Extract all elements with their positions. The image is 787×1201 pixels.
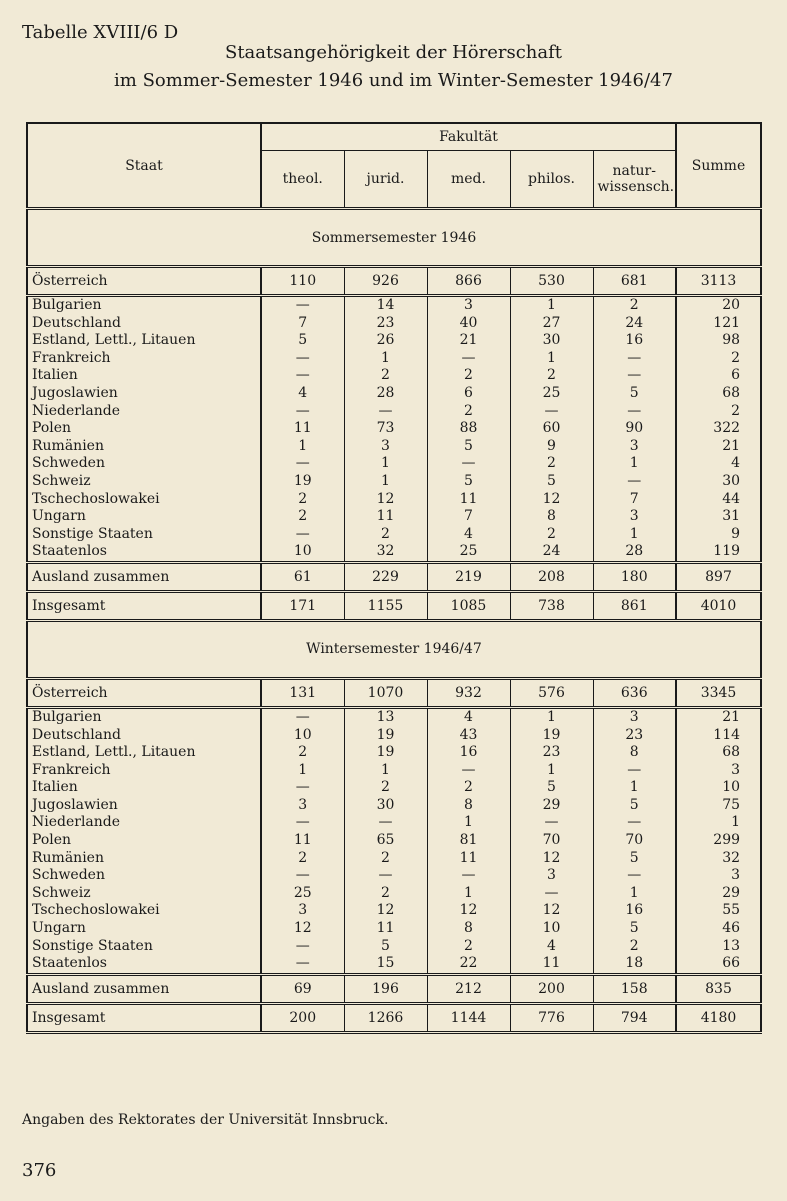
winter-abroad-row-label: Ausland zusammen [27,974,261,1003]
table-cell: 2 [629,297,639,313]
table-cell: 1 [381,761,390,778]
summer-abroad-row-cell: 180 [593,562,676,591]
table-cell: 46 [722,920,741,937]
summer-austria-row-cell: 681 [593,267,676,296]
table-cell: 1 [298,437,308,454]
header-philos: philos. [510,151,593,209]
table-cell: 2 [464,937,473,954]
table-title: Staatsangehörigkeit der Hörerschaft [224,42,563,63]
country-name: Sonstige Staaten [32,525,153,542]
winter-abroad-row-cell: 158 [593,974,676,1003]
winter-total-row-cell: 1266 [344,1003,427,1032]
table-cell: 23 [625,726,644,743]
table-cell: 1 [629,884,639,901]
table-cell: 5 [298,332,308,349]
summer-column-0 [261,296,344,563]
header-naturwiss-line1: natur- [612,163,656,179]
winter-column-4 [593,707,676,974]
table-cell: 9 [731,525,741,542]
table-cell: — [295,402,310,419]
table-cell: 1 [547,708,556,725]
table-cell: 5 [464,437,473,454]
table-cell: — [627,349,642,366]
table-cell: 5 [547,779,556,796]
winter-column-0 [261,707,344,974]
country-name: Deutschland [32,726,121,743]
table-cell: 1 [547,349,556,366]
summer-abroad-row-cell: 219 [427,562,510,591]
table-cell: 10 [293,726,312,743]
statistics-table [26,122,762,1034]
winter-total-row-cell: 1144 [427,1003,510,1032]
header-summe: Summe [676,123,761,209]
table-cell: 299 [713,832,741,849]
table-cell: 70 [542,832,561,849]
summer-heading-row [27,209,761,267]
table-cell: 2 [547,455,556,472]
country-name: Sonstige Staaten [32,937,153,954]
winter-austria-row-cell: 576 [510,678,593,707]
country-name: Niederlande [32,814,121,831]
country-name: Polen [32,420,72,437]
summer-column-2 [427,296,510,563]
table-cell: 5 [629,849,639,866]
table-cell: — [295,955,310,972]
table-cell: 2 [381,779,390,796]
table-cell: 5 [629,796,639,813]
table-cell: 23 [376,314,395,331]
table-cell: 2 [629,937,639,954]
summer-austria-row-cell: 110 [261,267,344,296]
table-cell: 2 [381,525,390,542]
table-cell: 32 [376,543,395,560]
country-name: Jugoslawien [32,796,118,813]
winter-total-row-sum: 4180 [676,1003,761,1032]
winter-austria-row [27,678,761,707]
table-cell: 2 [547,367,556,384]
table-cell: 3 [547,867,556,884]
table-cell: 1 [381,349,390,366]
table-cell: — [378,867,393,884]
country-name: Rumänien [32,437,104,454]
summer-abroad-row-cell: 208 [510,562,593,591]
table-cell: 3 [629,508,639,525]
table-cell: 24 [625,314,644,331]
table-cell: 4 [731,455,741,472]
table-cell: 30 [542,332,561,349]
summer-column-5 [676,296,761,563]
country-name: Niederlande [32,402,121,419]
summer-total-row-cell: 1085 [427,591,510,620]
table-cell: — [544,402,559,419]
summer-total-row-cell: 171 [261,591,344,620]
country-name: Staatenlos [32,955,107,972]
table-cell: — [461,867,476,884]
table-cell: 16 [625,332,644,349]
summer-abroad-row-sum: 897 [676,562,761,591]
table-cell: 65 [376,832,395,849]
country-name: Tschechoslowakei [32,902,160,919]
table-cell: 43 [459,726,478,743]
table-cell: — [627,402,642,419]
table-cell: — [295,814,310,831]
table-cell: 75 [722,796,741,813]
table-cell: 2 [731,402,741,419]
country-name: Schweden [32,867,105,884]
page-number: 376 [22,1160,57,1181]
table-cell: — [295,937,310,954]
country-name: Rumänien [32,849,104,866]
country-name: Frankreich [32,349,111,366]
summer-column-4 [593,296,676,563]
table-cell: 6 [731,367,741,384]
table-cell: 29 [722,884,741,901]
table-cell: 1 [629,455,639,472]
header-med: med. [427,151,510,209]
winter-column-2 [427,707,510,974]
table-cell: 5 [381,937,390,954]
table-cell: 9 [547,437,556,454]
table-cell: 1 [464,814,473,831]
table-label: Tabelle XVIII/6 D [22,22,179,43]
summer-austria-row-cell: 530 [510,267,593,296]
summer-total-row-cell: 1155 [344,591,427,620]
table-cell: 20 [722,297,741,313]
table-cell: 4 [464,708,473,725]
table-cell: 121 [713,314,741,331]
winter-austria-row-cell: 932 [427,678,510,707]
summer-country-block [27,296,761,563]
header-fakultaet: Fakultät [261,123,676,151]
table-cell: 10 [293,543,312,560]
table-cell: 10 [722,779,741,796]
country-name: Bulgarien [32,708,102,725]
table-cell: 25 [542,384,561,401]
summer-austria-row-cell: 866 [427,267,510,296]
table-cell: 11 [376,508,395,525]
table-cell: 2 [298,508,308,525]
country-name: Tschechoslowakei [32,490,160,507]
table-cell: 11 [459,849,478,866]
table-cell: 6 [464,384,473,401]
table-cell: 12 [293,920,312,937]
table-body [27,209,761,1033]
table-cell: 28 [376,384,395,401]
table-cell: 3 [731,761,741,778]
summer-abroad-row-label: Ausland zusammen [27,562,261,591]
table-cell: 19 [376,726,395,743]
table-cell: 19 [293,472,312,489]
table-cell: 19 [376,744,395,761]
summer-column-1 [344,296,427,563]
header-theol: theol. [261,151,344,209]
table-cell: — [378,402,393,419]
table-cell: 27 [542,314,561,331]
table-cell: 2 [381,367,390,384]
winter-total-row-cell: 794 [593,1003,676,1032]
summer-abroad-row-cell: 61 [261,562,344,591]
table-cell: — [461,349,476,366]
summer-column-3 [510,296,593,563]
table-cell: 10 [542,920,561,937]
table-cell: 11 [293,420,312,437]
table-cell: 3 [298,902,308,919]
winter-abroad-row-cell: 69 [261,974,344,1003]
table-cell: 25 [459,543,478,560]
table-cell: 2 [298,744,308,761]
summer-austria-row-label: Österreich [27,267,261,296]
table-cell: 88 [459,420,478,437]
table-cell: 16 [459,744,478,761]
table-cell: 21 [722,708,741,725]
table-cell: 14 [376,297,395,313]
table-cell: 1 [464,884,473,901]
table-cell: 11 [542,955,561,972]
country-name: Ungarn [32,920,86,937]
summer-abroad-row [27,562,761,591]
winter-heading: Wintersemester 1946/47 [27,620,761,678]
table-cell: 13 [376,708,395,725]
country-name: Bulgarien [32,297,102,313]
summer-heading: Sommersemester 1946 [27,209,761,267]
table-cell: 8 [464,796,473,813]
table-cell: — [627,814,642,831]
source-note: Angaben des Rektorates der Universität Innsbruck. [22,1112,389,1128]
table-cell: 98 [722,332,741,349]
table-cell: 12 [542,490,561,507]
winter-country-names [27,707,261,974]
table-cell: — [378,814,393,831]
winter-austria-row-cell: 131 [261,678,344,707]
winter-country-block [27,707,761,974]
table-cell: — [461,761,476,778]
winter-austria-row-label: Österreich [27,678,261,707]
table-cell: 2 [547,525,556,542]
summer-total-row-sum: 4010 [676,591,761,620]
table-cell: 2 [298,490,308,507]
winter-abroad-row [27,974,761,1003]
table-cell: — [295,867,310,884]
winter-total-row-cell: 200 [261,1003,344,1032]
country-name: Deutschland [32,314,121,331]
table-cell: 73 [376,420,395,437]
table-cell: 44 [722,490,741,507]
table-cell: 2 [464,402,473,419]
table-cell: 66 [722,955,741,972]
table-cell: 8 [629,744,639,761]
table-cell: 4 [547,937,556,954]
table-cell: — [295,297,310,313]
winter-abroad-row-cell: 200 [510,974,593,1003]
table-cell: 70 [625,832,644,849]
table-cell: 2 [464,367,473,384]
summer-total-row-label: Insgesamt [27,591,261,620]
table-cell: — [295,349,310,366]
table-cell: 3 [629,437,639,454]
winter-column-3 [510,707,593,974]
table-cell: 3 [464,297,473,313]
table-cell: 8 [464,920,473,937]
summer-austria-row [27,267,761,296]
table-cell: 7 [629,490,639,507]
header-naturwiss [593,151,676,209]
table-cell: 21 [459,332,478,349]
country-name: Italien [32,367,78,384]
summer-austria-row-cell: 926 [344,267,427,296]
winter-heading-row [27,620,761,678]
table-cell: 2 [381,884,390,901]
summer-austria-row-sum: 3113 [676,267,761,296]
table-cell: 24 [542,543,561,560]
table-cell: 12 [376,902,395,919]
country-name: Schweiz [32,472,91,489]
country-name: Jugoslawien [32,384,118,401]
country-name: Frankreich [32,761,111,778]
winter-austria-row-cell: 636 [593,678,676,707]
table-cell: 30 [722,472,741,489]
table-cell: 68 [722,384,741,401]
table-cell: 12 [542,902,561,919]
winter-abroad-row-cell: 212 [427,974,510,1003]
table-cell: 22 [459,955,478,972]
table-cell: — [295,779,310,796]
table-cell: 13 [722,937,741,954]
winter-total-row [27,1003,761,1032]
winter-abroad-row-sum: 835 [676,974,761,1003]
table-cell: 1 [629,525,639,542]
winter-abroad-row-cell: 196 [344,974,427,1003]
table-cell: 30 [376,796,395,813]
table-cell: 11 [459,490,478,507]
table-cell: 1 [547,297,556,313]
table-cell: 1 [547,761,556,778]
table-cell: 114 [713,726,741,743]
table-cell: — [544,814,559,831]
table-cell: 7 [464,508,473,525]
table-cell: 1 [381,455,390,472]
header-staat: Staat [27,123,261,209]
table-cell: 26 [376,332,395,349]
table-subtitle: im Sommer-Semester 1946 und im Winter-Semester 1946/47 [114,70,673,91]
summer-total-row [27,591,761,620]
summer-country-names [27,296,261,563]
table-cell: 23 [542,744,561,761]
table-cell: — [461,455,476,472]
table-cell: 40 [459,314,478,331]
country-name: Ungarn [32,508,86,525]
winter-column-5 [676,707,761,974]
table-cell: 8 [547,508,556,525]
table-cell: 3 [731,867,741,884]
table-cell: 4 [464,525,473,542]
table-cell: 1 [629,779,639,796]
table-cell: 31 [722,508,741,525]
winter-austria-row-sum: 3345 [676,678,761,707]
table-cell: 2 [464,779,473,796]
table-cell: 3 [381,437,390,454]
table-cell: 21 [722,437,741,454]
table-cell: — [627,761,642,778]
table-cell: 5 [629,384,639,401]
country-name: Estland, Lettl., Litauen [32,744,196,761]
table-cell: 28 [625,543,644,560]
table-cell: 7 [298,314,308,331]
table-cell: 11 [293,832,312,849]
table-cell: — [544,884,559,901]
winter-column-1 [344,707,427,974]
table-cell: 322 [713,420,741,437]
table-cell: 5 [547,472,556,489]
country-name: Italien [32,779,78,796]
table-cell: 2 [298,849,308,866]
country-name: Schweiz [32,884,91,901]
table-cell: 5 [629,920,639,937]
table-cell: 119 [713,543,741,560]
country-name: Staatenlos [32,543,107,560]
table-cell: 1 [381,472,390,489]
summer-total-row-cell: 738 [510,591,593,620]
table-cell: 12 [459,902,478,919]
table-cell: — [627,472,642,489]
table-cell: 5 [464,472,473,489]
table-cell: 1 [731,814,741,831]
table-cell: 12 [376,490,395,507]
winter-total-row-label: Insgesamt [27,1003,261,1032]
table-cell: 16 [625,902,644,919]
table-cell: 60 [542,420,561,437]
table-cell: — [627,867,642,884]
table-cell: — [295,367,310,384]
header-jurid: jurid. [344,151,427,209]
winter-austria-row-cell: 1070 [344,678,427,707]
table-cell: 19 [542,726,561,743]
table-cell: — [627,367,642,384]
table-cell: 2 [731,349,741,366]
table-cell: — [295,455,310,472]
country-name: Polen [32,832,72,849]
summer-abroad-row-cell: 229 [344,562,427,591]
table-cell: 1 [298,761,308,778]
country-name: Estland, Lettl., Litauen [32,332,196,349]
table-cell: — [295,708,310,725]
summer-total-row-cell: 861 [593,591,676,620]
table-cell: 90 [625,420,644,437]
table-cell: 55 [722,902,741,919]
table-cell: 11 [376,920,395,937]
table-cell: 3 [629,708,639,725]
header-naturwiss-line2: wissensch. [597,179,675,195]
winter-total-row-cell: 776 [510,1003,593,1032]
table-cell: 25 [293,884,312,901]
table-cell: 32 [722,849,741,866]
table-cell: 15 [376,955,395,972]
table-cell: 81 [459,832,478,849]
country-name: Schweden [32,455,105,472]
table-cell: 18 [625,955,644,972]
table-cell: 29 [542,796,561,813]
table-cell: 12 [542,849,561,866]
table-cell: 68 [722,744,741,761]
table-cell: 2 [381,849,390,866]
table-cell: 4 [298,384,308,401]
table-cell: — [295,525,310,542]
table-cell: 3 [298,796,308,813]
